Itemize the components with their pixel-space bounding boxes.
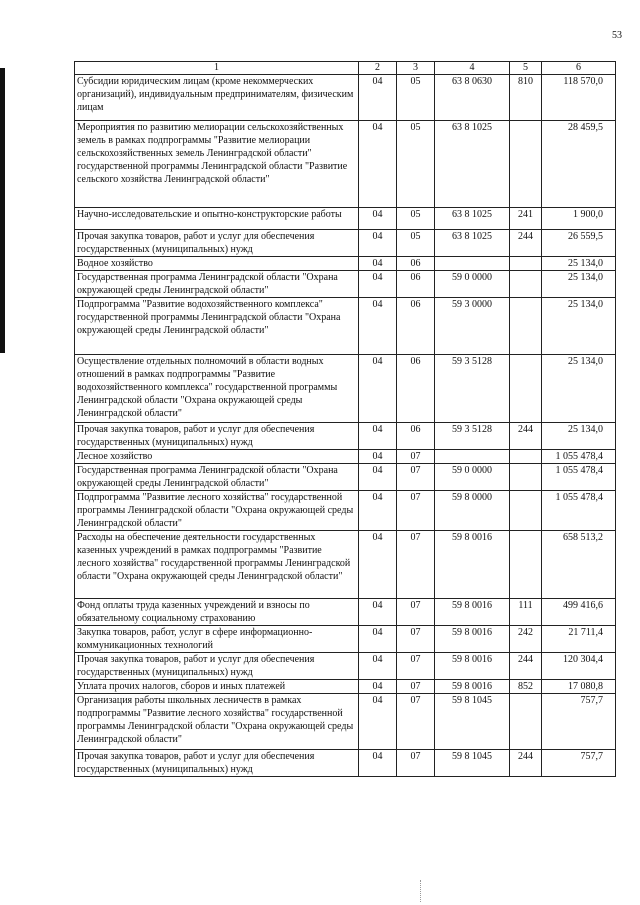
row-section: 04 <box>359 450 397 464</box>
column-header: 3 <box>397 62 435 75</box>
row-section: 04 <box>359 257 397 271</box>
table-row <box>75 694 616 750</box>
row-section: 04 <box>359 599 397 626</box>
column-header: 4 <box>435 62 510 75</box>
row-name: Фонд оплаты труда казенных учреждений и взносы по обязательному социальному страхованию <box>75 599 359 626</box>
row-expense-type <box>510 121 542 208</box>
row-section: 04 <box>359 298 397 355</box>
row-section: 04 <box>359 626 397 653</box>
row-subsection: 06 <box>397 271 435 298</box>
row-section: 04 <box>359 423 397 450</box>
row-amount: 1 900,0 <box>542 208 616 230</box>
row-name: Прочая закупка товаров, работ и услуг для обеспечения государственных (муниципальных) нужд <box>75 423 359 450</box>
row-amount: 118 570,0 <box>542 75 616 121</box>
row-section: 04 <box>359 121 397 208</box>
row-subsection: 07 <box>397 531 435 599</box>
column-header: 5 <box>510 62 542 75</box>
scan-artifact <box>420 880 423 902</box>
row-subsection: 05 <box>397 121 435 208</box>
row-expense-type: 244 <box>510 423 542 450</box>
row-amount: 21 711,4 <box>542 626 616 653</box>
row-target-article: 63 8 1025 <box>435 230 510 257</box>
row-target-article: 59 8 0016 <box>435 599 510 626</box>
row-name: Организация работы школьных лесничеств в рамках подпрограммы "Развитие лесного хозяйства" государственной программы Ленинградской области "Охрана окружающей среды Ленинградской области" <box>75 694 359 750</box>
table-row <box>75 75 616 121</box>
row-amount: 17 080,8 <box>542 680 616 694</box>
row-subsection: 06 <box>397 298 435 355</box>
row-name: Научно-исследовательские и опытно-конструкторские работы <box>75 208 359 230</box>
row-target-article <box>435 450 510 464</box>
row-amount: 25 134,0 <box>542 355 616 423</box>
row-subsection: 05 <box>397 75 435 121</box>
row-name: Закупка товаров, работ, услуг в сфере информационно-коммуникационных технологий <box>75 626 359 653</box>
row-subsection: 06 <box>397 355 435 423</box>
row-name: Прочая закупка товаров, работ и услуг для обеспечения государственных (муниципальных) нужд <box>75 750 359 777</box>
table-row <box>75 464 616 491</box>
row-name: Субсидии юридическим лицам (кроме некоммерческих организаций), индивидуальным предпринимателям, физическим лицам <box>75 75 359 121</box>
row-target-article: 59 8 1045 <box>435 750 510 777</box>
row-name: Расходы на обеспечение деятельности государственных казенных учреждений в рамках подпрограммы "Развитие лесного хозяйства" государственной программы Ленинградской области "Охрана окружающей среды Ленинградской области" <box>75 531 359 599</box>
row-expense-type <box>510 298 542 355</box>
row-subsection: 07 <box>397 680 435 694</box>
table-row <box>75 626 616 653</box>
row-section: 04 <box>359 653 397 680</box>
table-row <box>75 121 616 208</box>
row-amount: 1 055 478,4 <box>542 464 616 491</box>
row-target-article: 59 8 0016 <box>435 653 510 680</box>
row-subsection: 07 <box>397 694 435 750</box>
row-expense-type <box>510 355 542 423</box>
row-amount: 120 304,4 <box>542 653 616 680</box>
row-name: Осуществление отдельных полномочий в области водных отношений в рамках подпрограммы "Развитие водохозяйственного комплекса" государственной программы Ленинградской области "Охрана окружающей среды Ленинградской области" <box>75 355 359 423</box>
row-subsection: 07 <box>397 599 435 626</box>
table-row <box>75 450 616 464</box>
row-target-article: 59 3 5128 <box>435 423 510 450</box>
row-section: 04 <box>359 208 397 230</box>
column-header: 6 <box>542 62 616 75</box>
row-amount: 1 055 478,4 <box>542 450 616 464</box>
row-amount: 1 055 478,4 <box>542 491 616 531</box>
row-target-article: 63 8 1025 <box>435 121 510 208</box>
table-row <box>75 599 616 626</box>
row-subsection: 07 <box>397 450 435 464</box>
row-section: 04 <box>359 531 397 599</box>
row-target-article: 59 8 0016 <box>435 680 510 694</box>
table-row <box>75 423 616 450</box>
row-name: Государственная программа Ленинградской области "Охрана окружающей среды Ленинградской области" <box>75 464 359 491</box>
table-row <box>75 271 616 298</box>
row-expense-type: 241 <box>510 208 542 230</box>
row-target-article: 59 0 0000 <box>435 271 510 298</box>
row-name: Лесное хозяйство <box>75 450 359 464</box>
row-subsection: 05 <box>397 230 435 257</box>
row-subsection: 07 <box>397 750 435 777</box>
row-subsection: 07 <box>397 653 435 680</box>
row-name: Мероприятия по развитию мелиорации сельскохозяйственных земель в рамках подпрограммы "Развитие мелиорации сельскохозяйственных земель Ленинградской области" государственной программы Ленинградской области "Развитие сельского хозяйства Ленинградской области" <box>75 121 359 208</box>
budget-table <box>74 61 616 777</box>
row-name: Прочая закупка товаров, работ и услуг для обеспечения государственных (муниципальных) нужд <box>75 653 359 680</box>
row-section: 04 <box>359 75 397 121</box>
row-amount: 658 513,2 <box>542 531 616 599</box>
row-subsection: 07 <box>397 626 435 653</box>
table-row <box>75 208 616 230</box>
row-amount: 25 134,0 <box>542 298 616 355</box>
row-expense-type <box>510 694 542 750</box>
row-name: Подпрограмма "Развитие лесного хозяйства" государственной программы Ленинградской области "Охрана окружающей среды Ленинградской области" <box>75 491 359 531</box>
row-target-article: 59 3 5128 <box>435 355 510 423</box>
row-expense-type <box>510 491 542 531</box>
row-subsection: 05 <box>397 208 435 230</box>
table-row <box>75 680 616 694</box>
row-section: 04 <box>359 491 397 531</box>
row-section: 04 <box>359 694 397 750</box>
table-row <box>75 653 616 680</box>
row-expense-type <box>510 257 542 271</box>
row-expense-type: 244 <box>510 230 542 257</box>
page-number: 53 <box>612 30 622 41</box>
row-name: Уплата прочих налогов, сборов и иных платежей <box>75 680 359 694</box>
row-expense-type: 244 <box>510 750 542 777</box>
row-target-article: 59 3 0000 <box>435 298 510 355</box>
table-row <box>75 531 616 599</box>
row-subsection: 06 <box>397 423 435 450</box>
row-expense-type: 244 <box>510 653 542 680</box>
row-section: 04 <box>359 230 397 257</box>
row-expense-type: 810 <box>510 75 542 121</box>
row-amount: 26 559,5 <box>542 230 616 257</box>
row-target-article: 63 8 1025 <box>435 208 510 230</box>
row-amount: 25 134,0 <box>542 257 616 271</box>
row-target-article: 59 8 0016 <box>435 626 510 653</box>
scan-margin-mark <box>0 68 5 353</box>
row-target-article: 59 8 0000 <box>435 491 510 531</box>
table-row <box>75 491 616 531</box>
row-section: 04 <box>359 680 397 694</box>
row-target-article: 59 8 1045 <box>435 694 510 750</box>
row-amount: 757,7 <box>542 694 616 750</box>
row-section: 04 <box>359 750 397 777</box>
table-row <box>75 298 616 355</box>
row-amount: 28 459,5 <box>542 121 616 208</box>
column-header: 2 <box>359 62 397 75</box>
row-section: 04 <box>359 464 397 491</box>
row-expense-type: 242 <box>510 626 542 653</box>
row-amount: 25 134,0 <box>542 271 616 298</box>
row-amount: 757,7 <box>542 750 616 777</box>
row-target-article: 63 8 0630 <box>435 75 510 121</box>
row-subsection: 06 <box>397 257 435 271</box>
row-subsection: 07 <box>397 491 435 531</box>
column-number-row <box>75 62 616 75</box>
row-name: Прочая закупка товаров, работ и услуг для обеспечения государственных (муниципальных) нужд <box>75 230 359 257</box>
row-subsection: 07 <box>397 464 435 491</box>
row-target-article <box>435 257 510 271</box>
row-section: 04 <box>359 355 397 423</box>
row-expense-type: 111 <box>510 599 542 626</box>
row-target-article: 59 0 0000 <box>435 464 510 491</box>
row-expense-type <box>510 531 542 599</box>
column-header: 1 <box>75 62 359 75</box>
table-row <box>75 750 616 777</box>
row-expense-type <box>510 271 542 298</box>
table-row <box>75 355 616 423</box>
row-name: Государственная программа Ленинградской области "Охрана окружающей среды Ленинградской области" <box>75 271 359 298</box>
row-section: 04 <box>359 271 397 298</box>
table-row <box>75 257 616 271</box>
row-name: Подпрограмма "Развитие водохозяйственного комплекса" государственной программы Ленинградской области "Охрана окружающей среды Ленинградской области" <box>75 298 359 355</box>
row-expense-type <box>510 450 542 464</box>
row-amount: 25 134,0 <box>542 423 616 450</box>
row-expense-type <box>510 464 542 491</box>
table-row <box>75 230 616 257</box>
row-amount: 499 416,6 <box>542 599 616 626</box>
row-target-article: 59 8 0016 <box>435 531 510 599</box>
row-name: Водное хозяйство <box>75 257 359 271</box>
row-expense-type: 852 <box>510 680 542 694</box>
